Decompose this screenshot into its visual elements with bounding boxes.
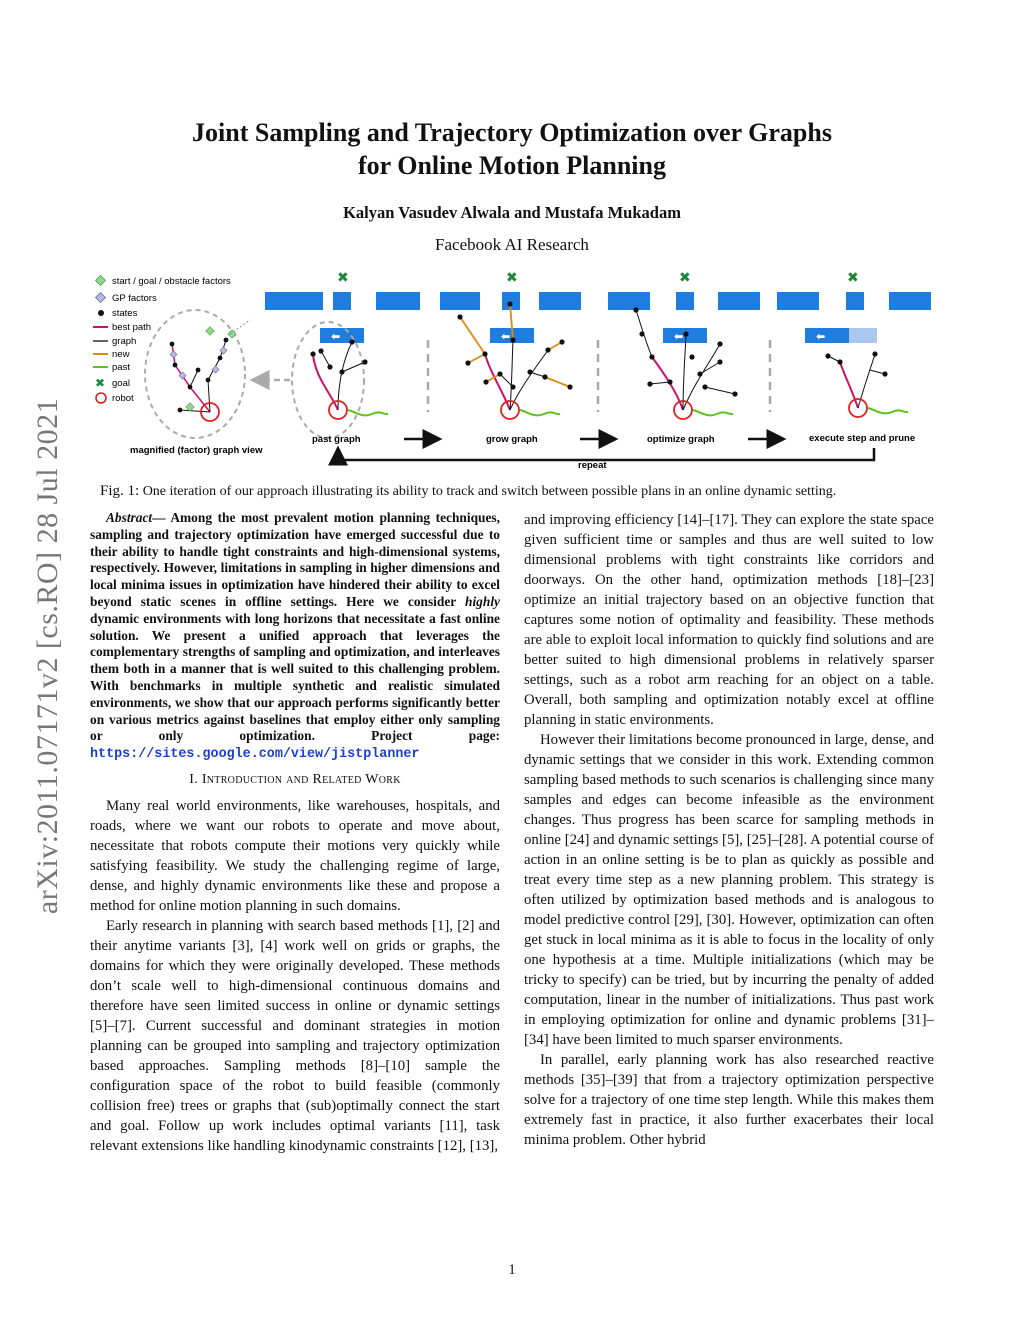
paragraph-right-1: and improving efficiency [14]–[17]. They can explore the state space given sufficient time or samples and thus are well suited to low dimensional problems with tight constraints like corridors and doorways. On the other hand, optimization methods [18]–[23] optimize an initial trajectory based on an objective function that captures some notion of optimality and feasibility. These methods are able to exploit local information to quickly find solutions and are better suited to high dimensional problems in relatively sparser settings, such as a robot arm reaching for an object on a table. Overall, both sampling and optimization notably excel at offline planning in static environments. xyxy=(524,512,934,728)
title-line-1: Joint Sampling and Trajectory Optimization over Graphs xyxy=(192,118,832,147)
legend-robot-circle-icon xyxy=(96,393,106,403)
stage-label-execute: execute step and prune xyxy=(809,433,916,444)
caption-text: One iteration of our approach illustrating its ability to track and switch between possible plans in an online dynamic setting. xyxy=(142,484,837,499)
magnify-ellipse xyxy=(145,310,245,438)
section-heading xyxy=(90,770,500,790)
abstract-text-b: dynamic environments with long horizons that necessitate a fast online solution. We present a unified approach that leverages the complementary strengths of sampling and optimization, and interleaves them both in a manner that is well suited to this challenging problem. With benchmarks in multiple synthetic and realistic simulated environments, we show that our approach performs significantly better on various metrics against baselines that employ either only sampling or only optimization. Project page: xyxy=(90,610,500,744)
legend-item-8: robot xyxy=(112,393,134,404)
paper-title xyxy=(0,116,1024,182)
paragraph-right-2: However their limitations become pronounced in large, dense, and dynamic settings that we consider in this work. Extending common sampling based methods to such scenarios is challenging since many samples and edges can become infeasible as the environment changes. Thus progress has been scarce for sampling methods in online [24] and dynamic settings [5], [25]–[28]. A potential course of action in an online setting is be to plan as quickly as possible and treat every time step as a new planning problem. This strategy is often utilized by optimization based methods and is analogous to model predictive control [29], [30]. However, optimization can often get stuck in local minima as it is able to focus in the locality of only one hypothesis at a time. Multiple initializations (which may be tricky to specify) can be tried, but by incurring the penalty of added computation, linear in the number of initializations. Thus past work in employing optimization for online and dynamic problems [31]–[34] have been limited to much sparser environments. xyxy=(524,732,934,1048)
legend-gp-diamond-icon xyxy=(96,293,106,303)
svg-text:⬅: ⬅ xyxy=(331,331,341,343)
paragraph-left-1: Many real world environments, like warehouses, hospitals, and roads, where we want our robots to operate and move about, necessitate that robots compute their motions very quickly while satisfying feasibility. We study the challenging regime of large, dense, and highly dynamic environments like these and propose a method for online motion planning in such domains. xyxy=(90,797,500,914)
abstract-emphasis: highly xyxy=(465,593,500,609)
repeat-label: repeat xyxy=(578,460,607,471)
right-column xyxy=(524,510,934,1150)
svg-text:⬅: ⬅ xyxy=(674,331,684,343)
legend-item-2: states xyxy=(112,308,138,319)
arxiv-stamp xyxy=(28,366,68,946)
abstract xyxy=(90,510,500,764)
authors: Kalyan Vasudev Alwala and Mustafa Mukadam xyxy=(343,203,681,222)
legend-item-0: start / goal / obstacle factors xyxy=(112,276,231,287)
stage-label-past: past graph xyxy=(312,434,361,445)
legend-item-3: best path xyxy=(112,322,152,333)
stage-grow-graph xyxy=(440,269,581,445)
svg-text:⬅: ⬅ xyxy=(501,331,511,343)
project-page-link[interactable]: https://sites.google.com/view/jistplanner xyxy=(90,747,420,763)
stage-label-optimize: optimize graph xyxy=(647,434,715,445)
stage-past-graph xyxy=(265,269,420,445)
stage-execute-prune xyxy=(777,269,931,444)
paragraph-right-3: In parallel, early planning work has also researched reactive methods [35]–[39] that from a trajectory optimization perspective solve for a trajectory of one time step length. While this makes them extremely fast in practice, it also further exacerbates their local minima problem. Other hybrid xyxy=(524,1052,934,1148)
goal-cross-icon: ✖ xyxy=(506,269,518,285)
goal-cross-icon: ✖ xyxy=(679,269,691,285)
goal-cross-icon: ✖ xyxy=(337,269,349,285)
page-number: 1 xyxy=(508,1262,516,1278)
legend xyxy=(93,276,231,404)
title-line-2: for Online Motion Planning xyxy=(358,151,666,180)
arxiv-stamp-text: arXiv:2011.07171v2 [cs.RO] 28 Jul 2021 xyxy=(31,397,64,915)
section-number: I. xyxy=(189,771,198,787)
legend-goal-cross-icon: ✖ xyxy=(95,376,106,390)
legend-item-5: new xyxy=(112,349,130,360)
figure-caption xyxy=(100,482,930,501)
svg-text:⬅: ⬅ xyxy=(816,331,826,343)
abstract-label: Abstract xyxy=(106,510,153,525)
legend-item-6: past xyxy=(112,362,130,373)
magnified-label: magnified (factor) graph view xyxy=(130,445,263,456)
stage-label-grow: grow graph xyxy=(486,434,538,445)
goal-cross-icon: ✖ xyxy=(847,269,859,285)
legend-item-1: GP factors xyxy=(112,293,157,304)
legend-item-4: graph xyxy=(112,336,137,347)
repeat-arrow-icon xyxy=(338,448,874,460)
paragraph-left-2: Early research in planning with search based methods [1], [2] and their anytime variants [3], [4] work well on grids or graphs, the domains for which they were originally developed. These methods don’t scale well to high-dimensional continuous domains and therefore have seen limited success in online or dynamic settings [5]–[7]. Current successful and dominant strategies in motion planning can be grouped into sampling and trajectory optimization based approaches. Sampling methods [8]–[10] sample the configuration space of the robot to build feasible (commonly collision free) trees or graphs that (sub)optimally connect the start and goal. Follow up work includes optimal variants [11], task relevant extensions like handling kinodynamic constraints [12], [13], xyxy=(90,917,500,1154)
legend-factor-diamond-icon xyxy=(96,276,106,286)
caption-label: Fig. 1: xyxy=(100,483,140,499)
legend-item-7: goal xyxy=(112,378,130,389)
section-title: Introduction and Related Work xyxy=(201,771,401,787)
stage-optimize-graph xyxy=(608,269,760,445)
abstract-text-a: — Among the most prevalent motion planning techniques, sampling and trajectory optimization have emerged successful due to their ability to handle tight constraints and high-dimensional systems, respectively. However, limitations in sampling in higher dimensions and local minima issues in optimization have hindered their ability to excel beyond static scenes in offline settings. Here we consider xyxy=(90,510,500,609)
magnified-graph-view xyxy=(130,310,290,456)
left-column xyxy=(90,510,500,1156)
legend-state-dot-icon xyxy=(98,310,104,316)
figure-1-diagram xyxy=(80,262,960,474)
figure-1 xyxy=(80,262,960,474)
affiliation: Facebook AI Research xyxy=(435,235,589,254)
